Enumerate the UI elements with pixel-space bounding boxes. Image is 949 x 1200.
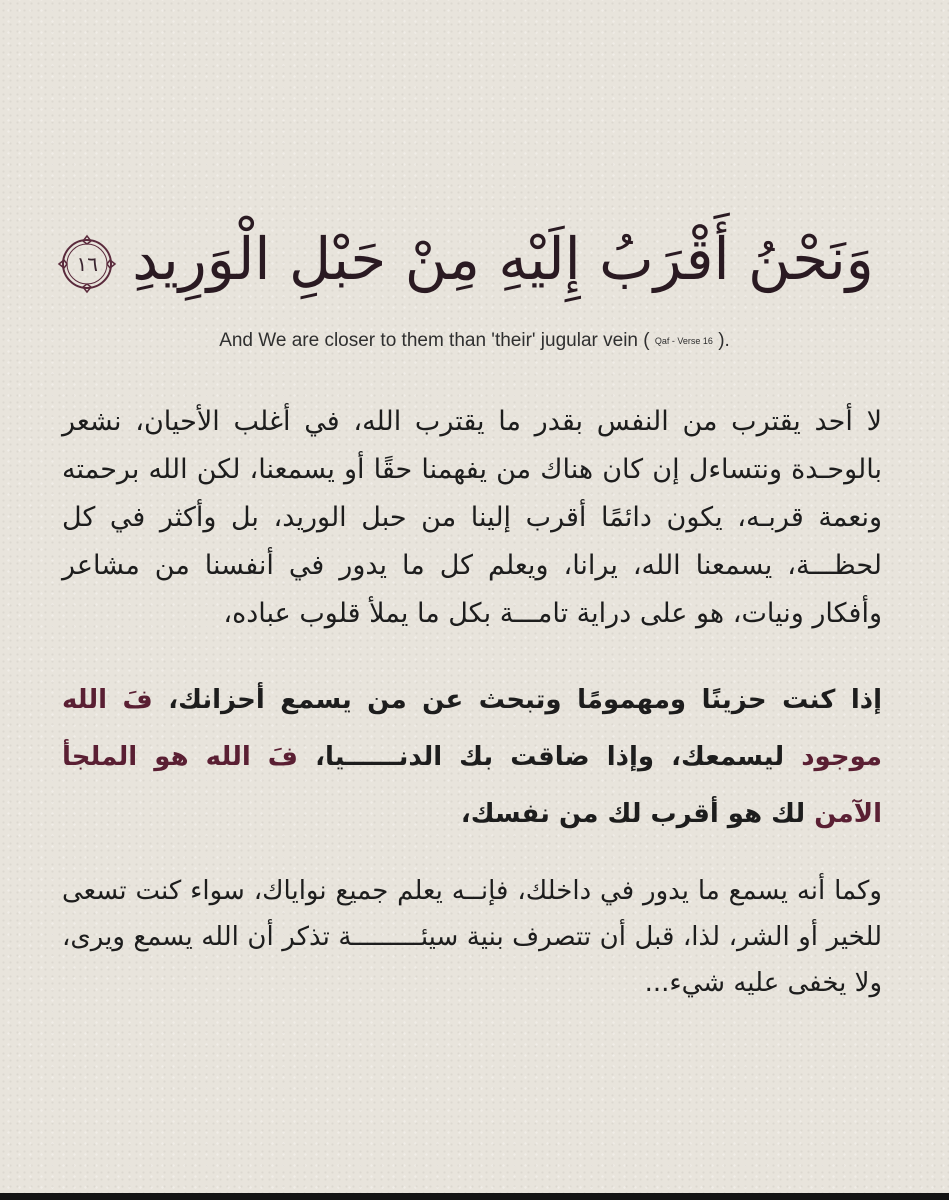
paragraph-2: [62, 672, 882, 843]
verse-heading: [60, 200, 874, 320]
paragraph-2-text-1: إذا كنت حزينًا ومهمومًا وتبحث عن من يسمع أحزانك،: [152, 685, 883, 715]
verse-translation: [0, 330, 949, 352]
paragraph-2-text-2: ليسمعك، وإذا ضاقت بك الدنــــــيا،: [298, 742, 802, 772]
bottom-border: [0, 1193, 949, 1200]
verse-reference: Qaf - Verse 16: [654, 336, 713, 346]
verse-number: ١٦: [76, 252, 98, 276]
paragraph-1: لا أحد يقترب من النفس بقدر ما يقترب الله، في أغلب الأحيان، نشعر بالوحـدة ونتساءل إن كان هناك من يفهمنا حقًا أو يسمعنا، لكن الله برحمته ونعمة قربـه، يكون دائمًا أقرب إلينا من حبل الوريد، بل وأكثر في كل لحظـــة، يسمعنا الله، يرانا، ويعلم كل ما يدور في أنفسنا من مشاعر وأفكار ونيات، هو على دراية تامـــة بكل ما يملأ قلوب عباده،: [62, 406, 882, 629]
paragraph-3: وكما أنه يسمع ما يدور في داخلك، فإنــه يعلم جميع نواياك، سواء كنت تسعى للخير أو الشر، لذا، قبل أن تتصرف بنية سيئـــــــــة تذكر أن الله يسمع ويرى، ولا يخفى عليه شيء...: [62, 876, 882, 998]
translation-closing: ).: [718, 330, 730, 351]
verse-arabic-text: وَنَحْنُ أَقْرَبُ إِلَيْهِ مِنْ حَبْلِ الْوَرِيدِ: [132, 225, 874, 294]
verse-number-marker: [56, 233, 118, 295]
paragraph-2-text-3: لك هو أقرب لك من نفسك،: [460, 799, 815, 829]
paragraph-2-highlight-2: فَ الله هو الملجأ الآمن: [62, 742, 882, 829]
translation-text: And We are closer to them than 'their' jugular vein (: [219, 330, 650, 351]
paragraph-2-highlight-1: فَ الله موجود: [62, 685, 882, 772]
